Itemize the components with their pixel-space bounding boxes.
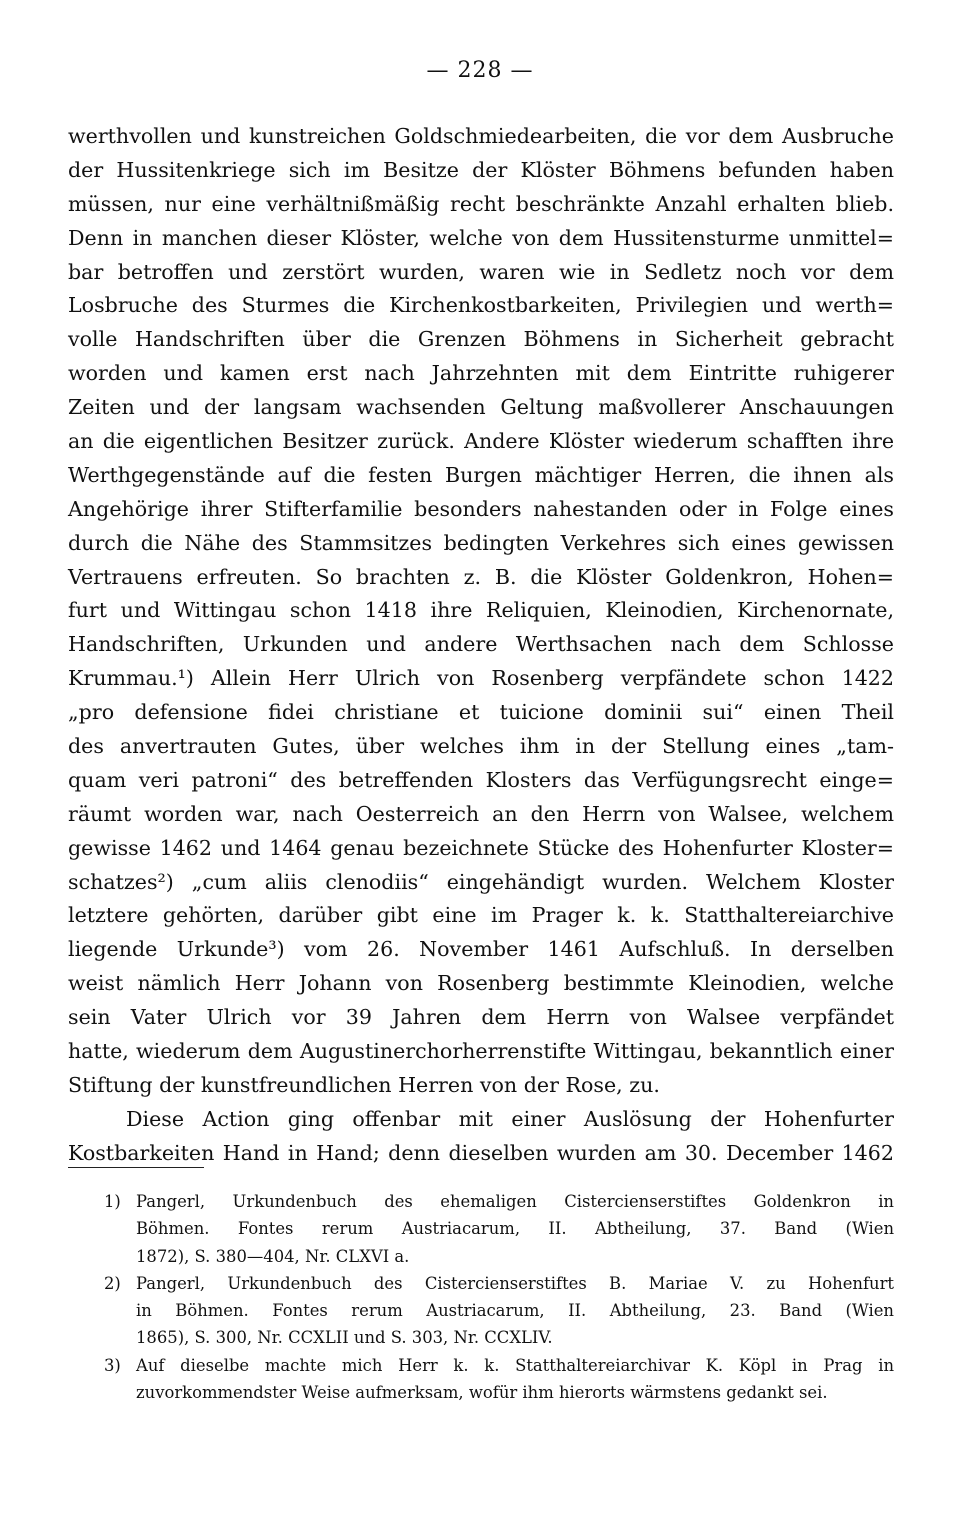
text-line: an die eigentlichen Besitzer zurück. Andere Klöster wiederum schafften ihre <box>68 429 894 454</box>
text-line: bar betroffen und zerstört wurden, waren wie in Sedletz noch vor dem <box>68 259 894 284</box>
footnote-text: 1865), S. 300, Nr. CCXLII und S. 303, Nr. CCXLIV. <box>136 1328 553 1348</box>
text-line: müssen, nur eine verhältnißmäßig recht beschränkte Anzahl erhalten blieb. <box>68 191 894 216</box>
footnote-text: Auf dieselbe machte mich Herr k. k. Statthaltereiarchivar K. Köpl in Prag in <box>136 1355 894 1375</box>
text-line: liegende Urkunde³) vom 26. November 1461 Aufschluß. In derselben <box>68 937 894 962</box>
text-line: durch die Nähe des Stammsitzes bedingten Verkehres sich eines gewissen <box>68 530 894 555</box>
footnote-3 <box>104 1352 894 1407</box>
text-line: Vertrauens erfreuten. So brachten z. B. die Klöster Goldenkron, Hohen= <box>68 564 894 589</box>
footnote-text: Böhmen. Fontes rerum Austriacarum, II. Abtheilung, 37. Band (Wien <box>136 1219 894 1239</box>
text-line: Zeiten und der langsam wachsenden Geltung maßvollerer Anschauungen <box>68 395 894 420</box>
footnote-text: Pangerl, Urkundenbuch des Cistercienserstiftes B. Mariae V. zu Hohenfurt <box>136 1273 894 1293</box>
text-line: worden und kamen erst nach Jahrzehnten mit dem Eintritte ruhigerer <box>68 361 894 386</box>
text-line: volle Handschriften über die Grenzen Böhmens in Sicherheit gebracht <box>68 327 894 352</box>
footnote-number: 2) <box>104 1273 121 1293</box>
footnote-text: 1872), S. 380—404, Nr. CLXVI a. <box>136 1246 410 1266</box>
text-line: werthvollen und kunstreichen Goldschmiedearbeiten, die vor dem Ausbruche <box>68 124 894 148</box>
text-line: des anvertrauten Gutes, über welches ihm in der Stellung eines „tam- <box>68 734 894 759</box>
footnotes <box>104 1188 894 1406</box>
paragraph-start-line: Diese Action ging offenbar mit einer Auslösung der Hohenfurter <box>126 1106 894 1131</box>
text-line: „pro defensione fidei christiane et tuicione dominii sui“ einen Theil <box>68 700 894 725</box>
text-line: quam veri patroni“ des betreffenden Klosters das Verfügungsrecht einge= <box>68 767 894 792</box>
text-line: letztere gehörten, darüber gibt eine im Prager k. k. Statthaltereiarchive <box>68 903 894 928</box>
text-line: Losbruche des Sturmes die Kirchenkostbarkeiten, Privilegien und werth= <box>68 293 894 318</box>
footnote-text: zuvorkommendster Weise aufmerksam, wofür ihm hierorts wärmstens gedankt sei. <box>136 1383 828 1403</box>
footnote-1 <box>104 1188 894 1270</box>
text-line: gewisse 1462 und 1464 genau bezeichnete Stücke des Hohenfurter Kloster= <box>68 835 894 860</box>
text-line: Angehörige ihrer Stifterfamilie besonders nahestanden oder in Folge eines <box>68 496 894 521</box>
paragraph-end-line: Stiftung der kunstfreundlichen Herren von der Rose, zu. <box>68 1072 660 1097</box>
text-line: Denn in manchen dieser Klöster, welche von dem Hussitensturme unmittel= <box>68 225 894 250</box>
footnote-divider <box>68 1167 204 1168</box>
footnote-text: in Böhmen. Fontes rerum Austriacarum, II. Abtheilung, 23. Band (Wien <box>136 1301 894 1321</box>
text-line: furt und Wittingau schon 1418 ihre Reliquien, Kleinodien, Kirchenornate, <box>68 598 894 623</box>
text-line: hatte, wiederum dem Augustinerchorherrenstifte Wittingau, bekanntlich einer <box>68 1039 894 1064</box>
text-line: der Hussitenkriege sich im Besitze der Klöster Böhmens befunden haben <box>68 157 894 182</box>
text-line: Werthgegenstände auf die festen Burgen mächtiger Herren, die ihnen als <box>68 462 894 487</box>
text-line: sein Vater Ulrich vor 39 Jahren dem Herrn von Walsee verpfändet <box>68 1005 894 1030</box>
text-line: Krummau.¹) Allein Herr Ulrich von Rosenberg verpfändete schon 1422 <box>68 666 894 691</box>
text-line: weist nämlich Herr Johann von Rosenberg bestimmte Kleinodien, welche <box>68 971 894 996</box>
text-line: schatzes²) „cum aliis clenodiis“ eingehändigt wurden. Welchem Kloster <box>68 869 894 894</box>
footnote-number: 3) <box>104 1355 121 1375</box>
text-line: Kostbarkeiten Hand in Hand; denn dieselben wurden am 30. December 1462 <box>68 1140 894 1165</box>
text-line: räumt worden war, nach Oesterreich an den Herrn von Walsee, welchem <box>68 801 894 826</box>
body-text <box>68 120 894 1171</box>
footnote-2 <box>104 1270 894 1352</box>
page-number: — 228 — <box>426 58 534 83</box>
footnote-text: Pangerl, Urkundenbuch des ehemaligen Cistercienserstiftes Goldenkron in <box>136 1192 894 1211</box>
footnote-number: 1) <box>104 1192 121 1211</box>
text-line: Handschriften, Urkunden und andere Werthsachen nach dem Schlosse <box>68 632 894 657</box>
